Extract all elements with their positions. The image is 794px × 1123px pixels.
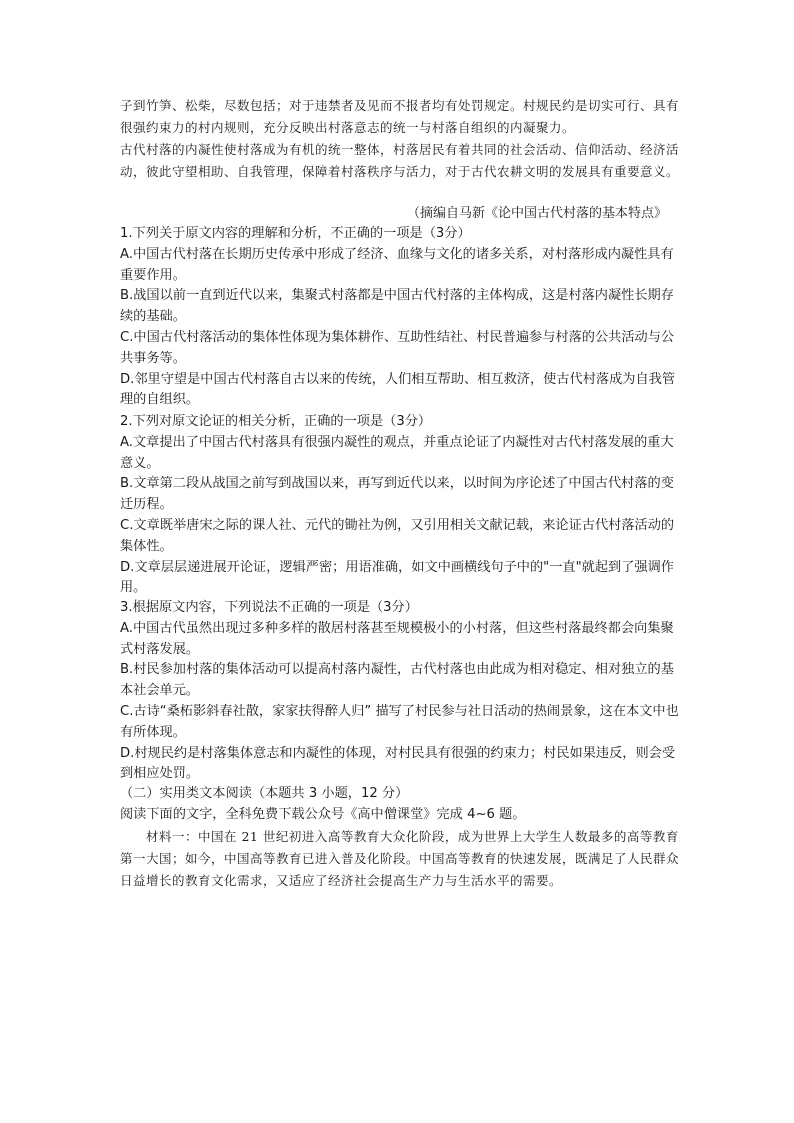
option-a: A.中国古代虽然出现过多种多样的散居村落甚至规模极小的小村落，但这些村落最终都会向集聚式村落发展。	[120, 620, 674, 657]
source-citation: （摘编自马新《论中国古代村落的基本特点》	[406, 206, 667, 221]
section-heading: （二）实用类文本阅读（本题共 3 小题，12 分）	[120, 786, 409, 801]
question-3	[120, 598, 680, 785]
option-a: A.中国古代村落在长期历史传承中形成了经济、血缘与文化的诸多关系，对村落形成内凝性具有重要作用。	[120, 246, 674, 283]
option-c: C.中国古代村落活动的集体性体现为集体耕作、互助性结社、村民普遍参与村落的公共活动与公共事务等。	[120, 329, 675, 366]
question-stem: 2.下列对原文论证的相关分析，正确的一项是（3分）	[120, 414, 432, 429]
question-1	[120, 224, 680, 411]
option-b: B.文章第二段从战国之前写到战国以来，再写到近代以来，以时间为序论述了中国古代村落的变迁历程。	[120, 476, 674, 513]
option-c: C.文章既举唐宋之际的课人社、元代的锄社为例，又引用相关文献记载，来论证古代村落活动的集体性。	[120, 517, 675, 554]
material-1: 材料一：中国在 21 世纪初进入高等教育大众化阶段，成为世界上大学生人数最多的高等教育第一大国；如今，中国高等教育已进入普及化阶段。中国高等教育的快速发展，既满足了人民群众日益增长的教育文化需求，又适应了经济社会提高生产力与生活水平的需要。	[120, 829, 680, 888]
option-d: D.文章层层递进展开论证，逻辑严密；用语准确，如文中画横线句子中的"一直"就起到了强调作用。	[120, 559, 674, 596]
material-paragraph-1: 子到竹笋、松柴，尽数包括；对于违禁者及见而不报者均有处罚规定。村规民约是切实可行、具有很强约束力的村内规则，充分反映出村落意志的统一与村落自组织的内凝聚力。	[120, 98, 680, 135]
section-instruction: 阅读下面的文字，全科免费下载公众号《高中僧课堂》完成 4~6 题。	[120, 806, 526, 822]
question-2	[120, 412, 680, 599]
option-a: A.文章提出了中国古代村落具有很强内凝性的观点，并重点论证了内凝性对古代村落发展的重大意义。	[120, 434, 674, 471]
option-d: D.邻里守望是中国古代村落自古以来的传统，人们相互帮助、相互救济，使古代村落成为自我管理的自组织。	[120, 371, 676, 408]
question-stem: 1.下列关于原文内容的理解和分析，不正确的一项是（3分）	[120, 226, 471, 241]
question-stem: 3.根据原文内容，下列说法不正确的一项是（3分）	[120, 600, 418, 615]
option-b: B.村民参加村落的集体活动可以提高村落内凝性，古代村落也由此成为相对稳定、相对独立的基本社会单元。	[120, 662, 674, 699]
option-c: C.古诗“桑柘影斜春社散，家家扶得醉人归” 描写了村民参与社日活动的热闹景象，这在本文中也有所体现。	[120, 703, 679, 740]
option-d: D.村规民约是村落集体意志和内凝性的体现，对村民具有很强的约束力；村民如果违反，则会受到相应处罚。	[120, 745, 676, 782]
material-paragraph-2: 古代村落的内凝性使村落成为有机的统一整体，村落居民有着共同的社会活动、信仰活动、经济活动，彼此守望相助、自我管理，保障着村落秩序与活力，对于古代农耕文明的发展具有重要意义。	[120, 142, 680, 179]
option-b: B.战国以前一直到近代以来，集聚式村落都是中国古代村落的主体构成，这是村落内凝性长期存续的基础。	[120, 288, 674, 325]
section-2	[120, 784, 680, 826]
